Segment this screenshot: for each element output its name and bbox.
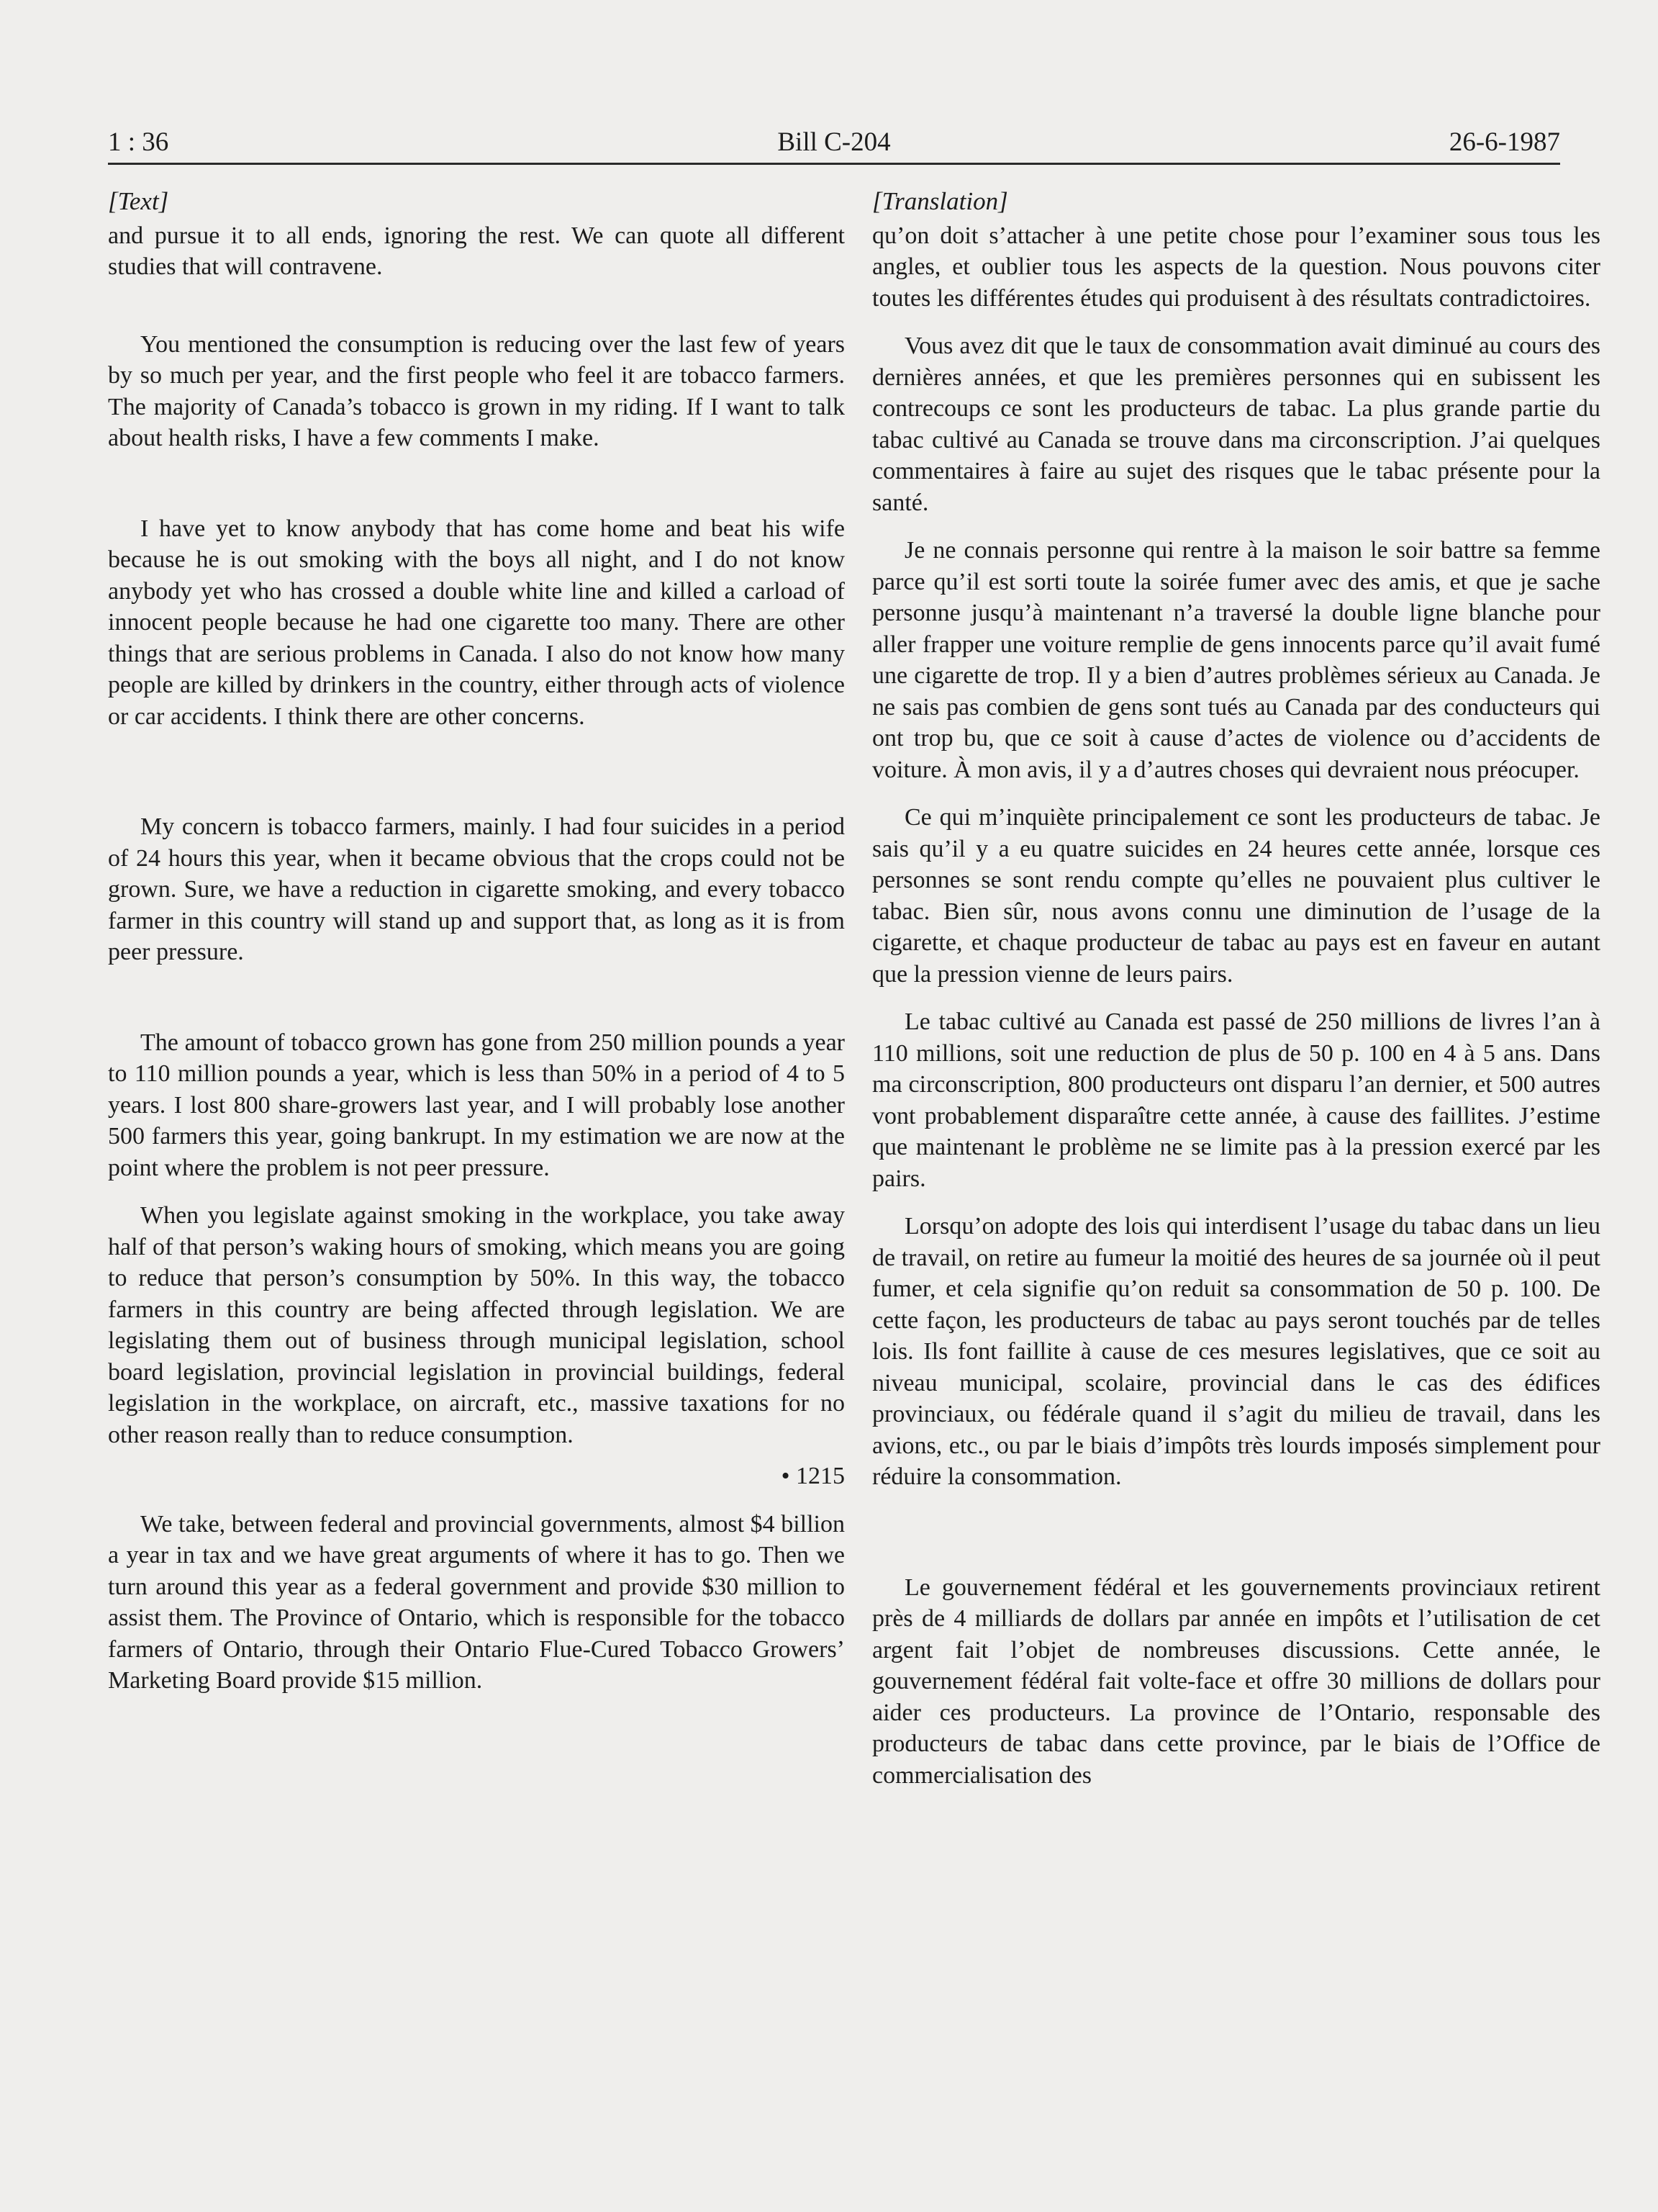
paragraph: I have yet to know anybody that has come home and beat his wife because he is out smoking with the boys all night, and I do not know anybody yet who has crossed a double white line and killed a carload of innocent people because he had one cigarette too many. There are other things that are serious problems in Canada. I also do not know how many people are killed by drinkers in the country, either through acts of violence or car accidents. I think there are other concerns. — [108, 515, 845, 730]
column-label-text: [Text] — [108, 187, 169, 215]
paragraph: Vous avez dit que le taux de consommation avait diminué au cours des dernières années, et que les premières personnes qui en subissent les contrecoups ce sont les producteurs de tabac. La plus grande partie du tabac cultivé au Canada se trouve dans ma circonscription. J’ai quelques commentaires à faire au sujet des risques que le tabac présente pour la santé. — [872, 333, 1600, 516]
column-label-translation: [Translation] — [872, 187, 1008, 215]
paragraph: My concern is tobacco farmers, mainly. I had four suicides in a period of 24 hours this year, when it became obvious that the crops could not be grown. Sure, we have a reduction in cigarette smoking, and every tobacco farmer in this country will stand up and support that, as long as it is from peer pressure. — [108, 813, 845, 965]
header-date: 26-6-1987 — [1449, 127, 1560, 157]
paragraph: Le tabac cultivé au Canada est passé de 250 millions de livres l’an à 110 millions, soit une reduction de plus de 50 p. 100 en 4 à 5 ans. Dans ma circonscription, 800 producteurs ont disparu l’an dernier, et 500 autres vont probablement disparaître cette année, à cause des faillites. J’estime que maintenant le problème ne se limite pas à la pression exercé par les pairs. — [872, 1008, 1600, 1192]
french-column — [872, 186, 1600, 1791]
time-stamp: • 1215 — [781, 1463, 845, 1489]
paragraph: qu’on doit s’attacher à une petite chose pour l’examiner sous tous les angles, et oublier tous les aspects de la question. Nous pouvons citer toutes les différentes études qui produisent à des résultats contradictoires. — [872, 222, 1600, 312]
bill-title: Bill C-204 — [777, 127, 891, 157]
paragraph: The amount of tobacco grown has gone from 250 million pounds a year to 110 million pounds a year, which is less than 50% in a period of 4 to 5 years. I lost 800 share-growers last year, and I will probably lose another 500 farmers this year, going bankrupt. In my estimation we are now at the point where the problem is not peer pressure. — [108, 1029, 845, 1181]
paragraph: and pursue it to all ends, ignoring the rest. We can quote all different studies that will contravene. — [108, 222, 845, 280]
english-column — [108, 186, 845, 1697]
page-reference: 1 : 36 — [108, 127, 169, 157]
paragraph: We take, between federal and provincial governments, almost $4 billion a year in tax and we have great arguments of where it has to go. Then we turn around this year as a federal government and provide $30 million to assist them. The Province of Ontario, which is responsible for the tobacco farmers of Ontario, through their Ontario Flue-Cured Tobacco Growers’ Marketing Board provide $15 million. — [108, 1510, 845, 1694]
paragraph: You mentioned the consumption is reducing over the last few of years by so much per year, and the first people who feel it are tobacco farmers. The majority of Canada’s tobacco is grown in my riding. If I want to talk about health risks, I have a few comments I make. — [108, 330, 845, 451]
paragraph: Je ne connais personne qui rentre à la maison le soir battre sa femme parce qu’il est sorti toute la soirée fumer avec des amis, et que je sache personne jusqu’à maintenant n’a traversé la double ligne blanche pour aller frapper une voiture remplie de gens innocents parce qu’il avait fumé une cigarette de trop. Il y a bien d’autres problèmes sérieux au Canada. Je ne sais pas combien de gens sont tués au Canada par des conducteurs qui ont trop bu, que ce soit à cause d’actes de violence ou d’accidents de voiture. À mon avis, il y a d’autres choses qui devraient nous préocuper. — [872, 537, 1600, 783]
paragraph: Lorsqu’on adopte des lois qui interdisent l’usage du tabac dans un lieu de travail, on retire au fumeur la moitié des heures de sa journée où il peut fumer, et cela signifie qu’on reduit sa consommation de 50 p. 100. De cette façon, les producteurs de tabac au pays seront touchés par de telles lois. Ils font faillite à cause de ces mesures legislatives, que ce soit au niveau municipal, scolaire, provincial dans le cas des édifices provinciaux, ou fédérale quand il s’agit du milieu de travail, dans les avions, etc., ou par le biais d’impôts très lourds imposés simplement pour réduire la consommation. — [872, 1213, 1600, 1490]
page-header — [108, 122, 1560, 165]
paragraph: Ce qui m’inquiète principalement ce sont les producteurs de tabac. Je sais qu’il y a eu quatre suicides en 24 heures cette année, lorsque ces personnes se sont rendu compte qu’elles ne pouvaient plus cultiver le tabac. Bien sûr, nous avons connu une diminution de l’usage de la cigarette, et chaque producteur de tabac au pays est en faveur en autant que la pression vienne de leurs pairs. — [872, 804, 1600, 988]
paragraph: When you legislate against smoking in the workplace, you take away half of that person’s waking hours of smoking, which means you are going to reduce that person’s consumption by 50%. In this way, the tobacco farmers in this country are being affected through legislation. We are legislating them out of business through municipal legislation, school board legislation, provincial legislation in provincial buildings, federal legislation in the workplace, on aircraft, etc., massive taxations for no other reason really than to reduce consumption. — [108, 1202, 845, 1448]
paragraph: Le gouvernement fédéral et les gouvernements provinciaux retirent près de 4 milliards de dollars par année en impôts et l’utilisation de cet argent fait l’objet de nombreuses discussions. Cette année, le gouvernement fédéral fait volte-face et offre 30 millions de dollars pour aider ces producteurs. La province de l’Ontario, responsable des producteurs de tabac dans cette province, par le biais de l’Office de commercialisation des — [872, 1574, 1600, 1789]
